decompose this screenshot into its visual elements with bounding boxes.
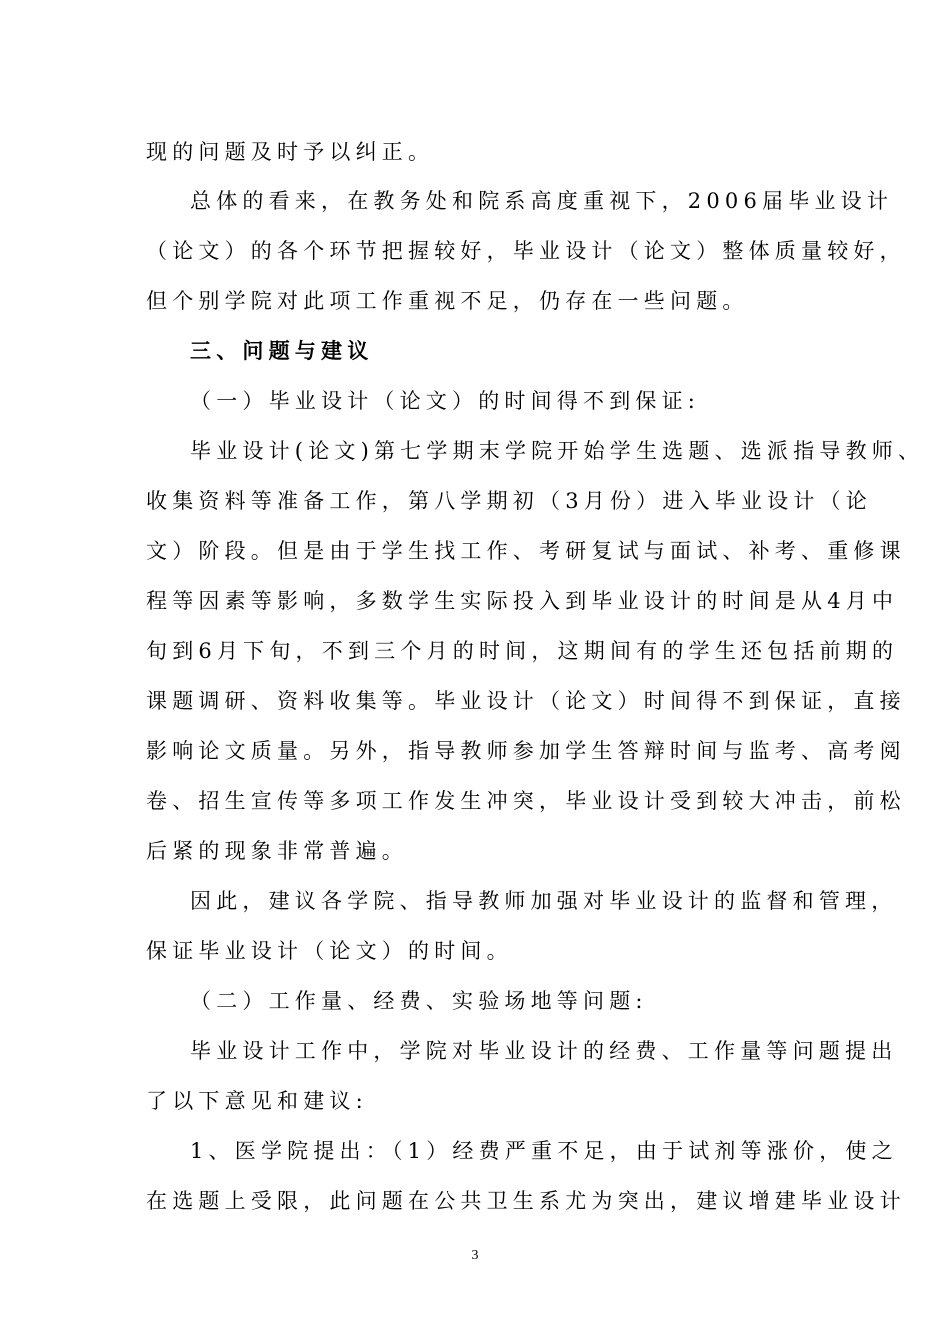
text-line: 现的问题及时予以纠正。: [146, 140, 435, 164]
text-line: 后紧的现象非常普遍。: [146, 839, 408, 863]
text-line: 毕业设计工作中，学院对毕业设计的经费、工作量等问题提出: [190, 1039, 898, 1063]
text-line: 卷、招生宣传等多项工作发生冲突，毕业设计受到较大冲击，前松: [146, 789, 906, 813]
text-line: 保证毕业设计（论文）的时间。: [146, 939, 513, 963]
text-line: 影响论文质量。另外，指导教师参加学生答辩时间与监考、高考阅: [146, 739, 906, 763]
text-line: 1、医学院提出：（1）经费严重不足，由于试剂等涨价，使之: [190, 1139, 898, 1163]
text-line: 了以下意见和建议:: [146, 1089, 368, 1113]
section-heading: 三、问题与建议: [190, 338, 374, 363]
text-line: （论文）的各个环节把握较好，毕业设计（论文）整体质量较好，: [146, 239, 906, 263]
text-line: 文）阶段。但是由于学生找工作、考研复试与面试、补考、重修课: [146, 539, 906, 563]
text-line: 旬到6月下旬，不到三个月的时间，这期间有的学生还包括前期的: [146, 639, 899, 663]
text-line: 收集资料等准备工作，第八学期初（3月份）进入毕业设计（论: [146, 489, 872, 513]
text-line: 在选题上受限，此问题在公共卫生系尤为突出，建议增建毕业设计: [146, 1189, 906, 1213]
subsection-heading: （一）毕业设计（论文）的时间得不到保证:: [190, 389, 701, 413]
text-line: 但个别学院对此项工作重视不足，仍存在一些问题。: [146, 289, 749, 313]
text-line: 课题调研、资料收集等。毕业设计（论文）时间得不到保证，直接: [146, 689, 906, 713]
text-line: 程等因素等影响，多数学生实际投入到毕业设计的时间是从4月中: [146, 589, 899, 613]
text-line: 毕业设计(论文)第七学期末学院开始学生选题、选派指导教师、: [190, 439, 925, 463]
page-number: 3: [471, 1248, 479, 1263]
text-line: 因此，建议各学院、指导教师加强对毕业设计的监督和管理，: [190, 889, 898, 913]
subsection-heading: （二）工作量、经费、实验场地等问题:: [190, 989, 648, 1013]
text-line: 总体的看来，在教务处和院系高度重视下，2006届毕业设计: [190, 189, 894, 213]
